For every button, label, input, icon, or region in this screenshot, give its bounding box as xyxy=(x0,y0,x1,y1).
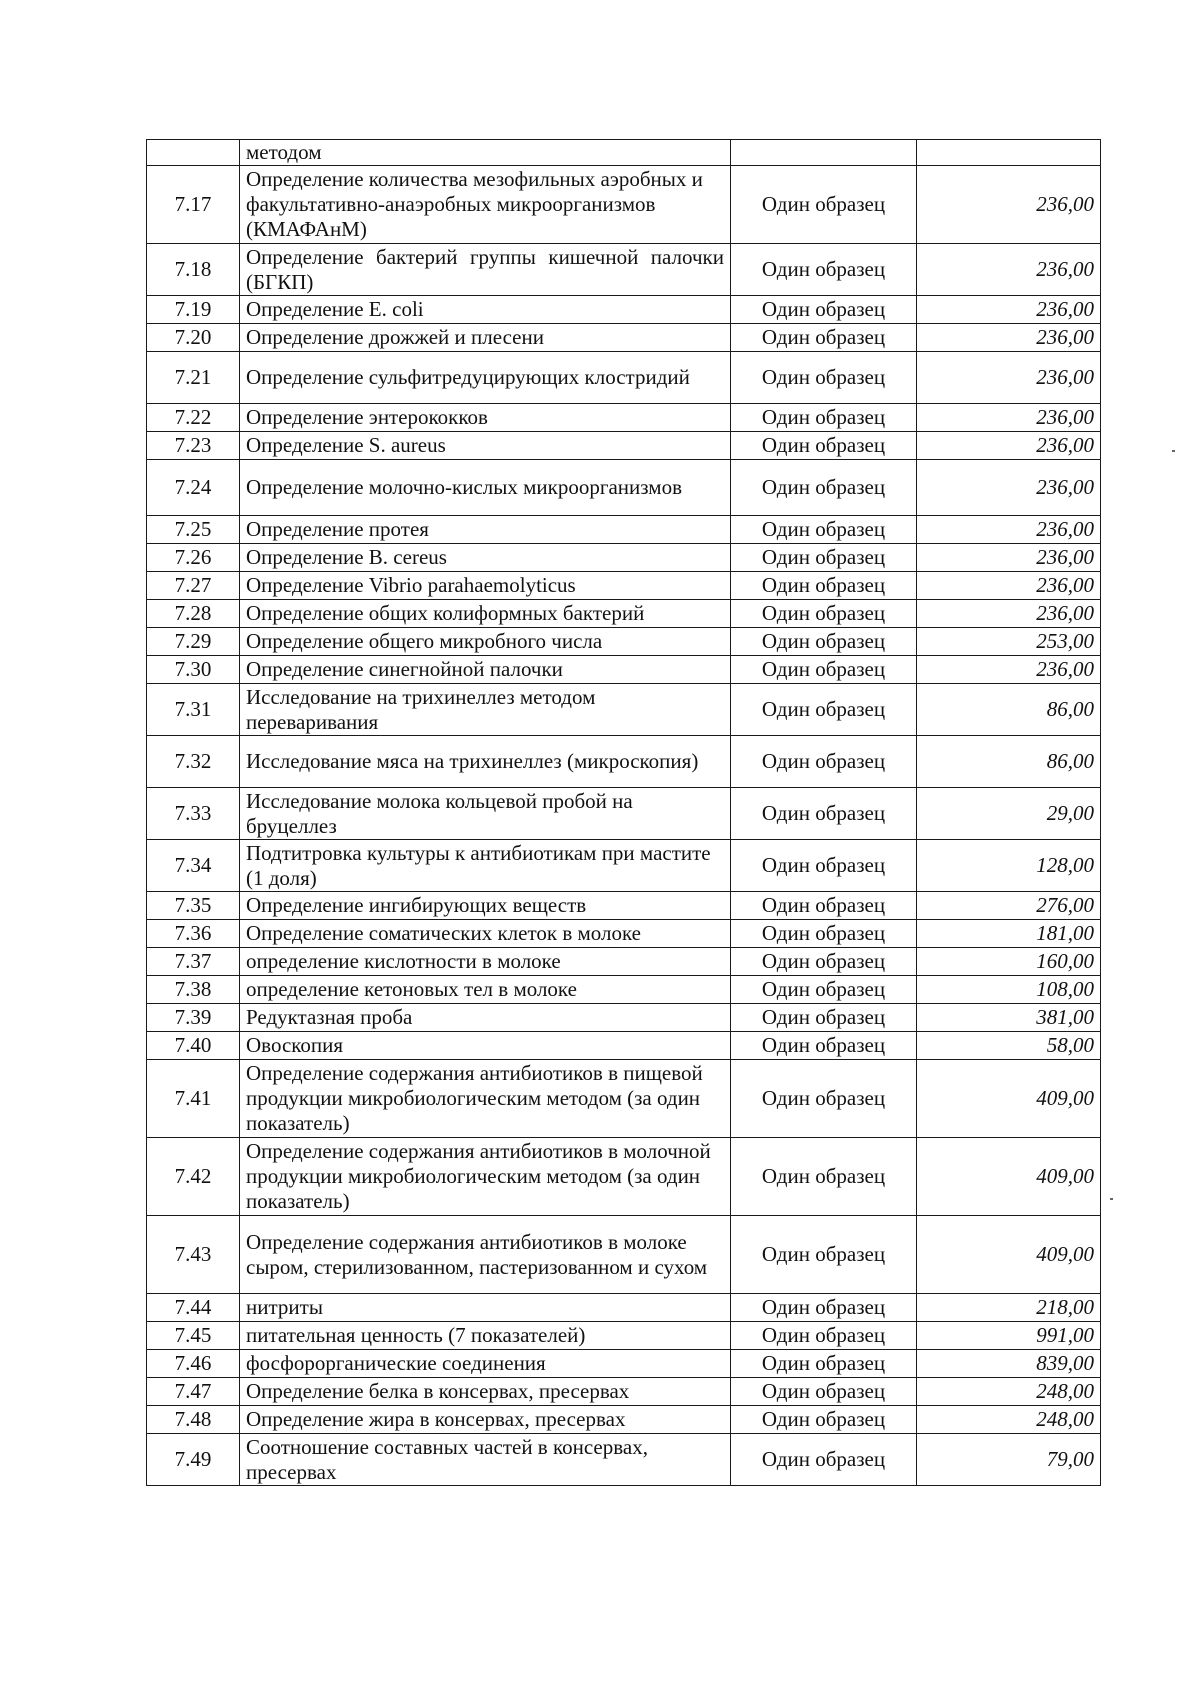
unit-of-measure: Один образец xyxy=(731,1032,917,1060)
table-row xyxy=(147,840,1101,892)
row-number: 7.21 xyxy=(147,352,240,404)
unit-of-measure: Один образец xyxy=(731,1138,917,1216)
table-row xyxy=(147,1350,1101,1378)
table-row xyxy=(147,684,1101,736)
table-row xyxy=(147,1004,1101,1032)
price: 409,00 xyxy=(917,1060,1101,1138)
table-row xyxy=(147,404,1101,432)
price: 236,00 xyxy=(917,296,1101,324)
unit-of-measure: Один образец xyxy=(731,1350,917,1378)
service-name: определение кетоновых тел в молоке xyxy=(240,976,731,1004)
service-name: Исследование на трихинеллез методом переваривания xyxy=(240,684,731,736)
table-row xyxy=(147,572,1101,600)
row-number: 7.26 xyxy=(147,544,240,572)
table-row xyxy=(147,432,1101,460)
price: 236,00 xyxy=(917,572,1101,600)
table-row xyxy=(147,1294,1101,1322)
table-row xyxy=(147,244,1101,296)
unit-of-measure: Один образец xyxy=(731,920,917,948)
unit-of-measure: Один образец xyxy=(731,296,917,324)
price: 381,00 xyxy=(917,1004,1101,1032)
table-row xyxy=(147,1322,1101,1350)
service-name: Исследование мяса на трихинеллез (микроскопия) xyxy=(240,736,731,788)
row-number: 7.23 xyxy=(147,432,240,460)
service-name: определение кислотности в молоке xyxy=(240,948,731,976)
unit-of-measure: Один образец xyxy=(731,404,917,432)
price: 79,00 xyxy=(917,1434,1101,1486)
row-number xyxy=(147,140,240,166)
table-row xyxy=(147,544,1101,572)
row-number: 7.19 xyxy=(147,296,240,324)
service-name: Определение дрожжей и плесени xyxy=(240,324,731,352)
unit-of-measure: Один образец xyxy=(731,460,917,516)
table-row xyxy=(147,352,1101,404)
row-number: 7.30 xyxy=(147,656,240,684)
service-name: нитриты xyxy=(240,1294,731,1322)
row-number: 7.41 xyxy=(147,1060,240,1138)
service-name: Определение содержания антибиотиков в пищевой продукции микробиологическим методом (за один показатель) xyxy=(240,1060,731,1138)
row-number: 7.32 xyxy=(147,736,240,788)
service-name: Определение энтерококков xyxy=(240,404,731,432)
unit-of-measure: Один образец xyxy=(731,1216,917,1294)
service-name: Овоскопия xyxy=(240,1032,731,1060)
row-number: 7.29 xyxy=(147,628,240,656)
unit-of-measure: Один образец xyxy=(731,684,917,736)
price: 86,00 xyxy=(917,736,1101,788)
price-table xyxy=(146,139,1101,1486)
table-row xyxy=(147,516,1101,544)
table-row xyxy=(147,324,1101,352)
unit-of-measure: Один образец xyxy=(731,1004,917,1032)
service-name: Определение количества мезофильных аэробных и факультативно-анаэробных микроорганизмов (КМАФАнМ) xyxy=(240,166,731,244)
service-name: Определение ингибирующих веществ xyxy=(240,892,731,920)
price: 253,00 xyxy=(917,628,1101,656)
unit-of-measure: Один образец xyxy=(731,1378,917,1406)
row-number: 7.20 xyxy=(147,324,240,352)
table-row xyxy=(147,1406,1101,1434)
price: 29,00 xyxy=(917,788,1101,840)
row-number: 7.31 xyxy=(147,684,240,736)
unit-of-measure: Один образец xyxy=(731,628,917,656)
row-number: 7.25 xyxy=(147,516,240,544)
row-number: 7.24 xyxy=(147,460,240,516)
price: 58,00 xyxy=(917,1032,1101,1060)
row-number: 7.18 xyxy=(147,244,240,296)
row-number: 7.40 xyxy=(147,1032,240,1060)
price: 248,00 xyxy=(917,1378,1101,1406)
price: 236,00 xyxy=(917,600,1101,628)
unit-of-measure: Один образец xyxy=(731,1434,917,1486)
row-number: 7.39 xyxy=(147,1004,240,1032)
unit-of-measure: Один образец xyxy=(731,324,917,352)
table-row xyxy=(147,1378,1101,1406)
table-row xyxy=(147,976,1101,1004)
row-number: 7.44 xyxy=(147,1294,240,1322)
table-row xyxy=(147,628,1101,656)
scan-speck xyxy=(1172,450,1175,452)
service-name: Определение соматических клеток в молоке xyxy=(240,920,731,948)
price: 236,00 xyxy=(917,352,1101,404)
service-name: Исследование молока кольцевой пробой на бруцеллез xyxy=(240,788,731,840)
unit-of-measure: Один образец xyxy=(731,1322,917,1350)
price-table-body xyxy=(147,140,1101,1486)
service-name: Определение бактерий группы кишечной палочки (БГКП) xyxy=(240,244,731,296)
service-name: Определение молочно-кислых микроорганизмов xyxy=(240,460,731,516)
row-number: 7.22 xyxy=(147,404,240,432)
service-name: Определение содержания антибиотиков в молочной продукции микробиологическим методом (за один показатель) xyxy=(240,1138,731,1216)
price: 108,00 xyxy=(917,976,1101,1004)
price: 839,00 xyxy=(917,1350,1101,1378)
row-number: 7.35 xyxy=(147,892,240,920)
service-name: фосфорорганические соединения xyxy=(240,1350,731,1378)
unit-of-measure: Один образец xyxy=(731,1294,917,1322)
unit-of-measure: Один образец xyxy=(731,544,917,572)
price: 236,00 xyxy=(917,324,1101,352)
unit-of-measure: Один образец xyxy=(731,892,917,920)
price: 181,00 xyxy=(917,920,1101,948)
service-name: Определение сульфитредуцирующих клостридий xyxy=(240,352,731,404)
price: 236,00 xyxy=(917,516,1101,544)
row-number: 7.48 xyxy=(147,1406,240,1434)
price: 409,00 xyxy=(917,1216,1101,1294)
table-row xyxy=(147,920,1101,948)
service-name: Редуктазная проба xyxy=(240,1004,731,1032)
row-number: 7.49 xyxy=(147,1434,240,1486)
unit-of-measure: Один образец xyxy=(731,244,917,296)
price: 128,00 xyxy=(917,840,1101,892)
price: 991,00 xyxy=(917,1322,1101,1350)
service-name: Определение протея xyxy=(240,516,731,544)
price: 160,00 xyxy=(917,948,1101,976)
table-row xyxy=(147,1060,1101,1138)
price: 409,00 xyxy=(917,1138,1101,1216)
service-name: Определение Vibrio parahaemolyticus xyxy=(240,572,731,600)
service-name: Определение синегнойной палочки xyxy=(240,656,731,684)
row-number: 7.42 xyxy=(147,1138,240,1216)
table-row xyxy=(147,736,1101,788)
table-row-continuation xyxy=(147,140,1101,166)
price: 248,00 xyxy=(917,1406,1101,1434)
table-row xyxy=(147,296,1101,324)
unit-of-measure: Один образец xyxy=(731,432,917,460)
unit-of-measure: Один образец xyxy=(731,840,917,892)
table-row xyxy=(147,1216,1101,1294)
row-number: 7.37 xyxy=(147,948,240,976)
unit-of-measure: Один образец xyxy=(731,1060,917,1138)
service-name: Подтитровка культуры к антибиотикам при мастите (1 доля) xyxy=(240,840,731,892)
row-number: 7.38 xyxy=(147,976,240,1004)
service-name: Соотношение составных частей в консервах, пресервах xyxy=(240,1434,731,1486)
table-row xyxy=(147,892,1101,920)
scan-speck xyxy=(1110,1198,1113,1200)
unit-of-measure: Один образец xyxy=(731,736,917,788)
price xyxy=(917,140,1101,166)
unit-of-measure: Один образец xyxy=(731,948,917,976)
unit-of-measure: Один образец xyxy=(731,352,917,404)
service-name: Определение содержания антибиотиков в молоке сыром, стерилизованном, пастеризованном и сухом xyxy=(240,1216,731,1294)
price: 236,00 xyxy=(917,432,1101,460)
unit-of-measure: Один образец xyxy=(731,572,917,600)
price: 86,00 xyxy=(917,684,1101,736)
service-name: Определение E. coli xyxy=(240,296,731,324)
row-number: 7.27 xyxy=(147,572,240,600)
unit-of-measure: Один образец xyxy=(731,656,917,684)
price: 236,00 xyxy=(917,656,1101,684)
price: 236,00 xyxy=(917,244,1101,296)
table-row xyxy=(147,1138,1101,1216)
unit-of-measure: Один образец xyxy=(731,516,917,544)
unit-of-measure: Один образец xyxy=(731,600,917,628)
row-number: 7.34 xyxy=(147,840,240,892)
service-name: Определение S. aureus xyxy=(240,432,731,460)
row-number: 7.43 xyxy=(147,1216,240,1294)
row-number: 7.46 xyxy=(147,1350,240,1378)
table-row xyxy=(147,1032,1101,1060)
row-number: 7.33 xyxy=(147,788,240,840)
unit-of-measure xyxy=(731,140,917,166)
service-name: Определение общего микробного числа xyxy=(240,628,731,656)
row-number: 7.17 xyxy=(147,166,240,244)
service-name: Определение B. cereus xyxy=(240,544,731,572)
unit-of-measure: Один образец xyxy=(731,976,917,1004)
price: 218,00 xyxy=(917,1294,1101,1322)
price: 236,00 xyxy=(917,544,1101,572)
unit-of-measure: Один образец xyxy=(731,1406,917,1434)
unit-of-measure: Один образец xyxy=(731,788,917,840)
table-row xyxy=(147,460,1101,516)
service-name: Определение белка в консервах, пресервах xyxy=(240,1378,731,1406)
price: 276,00 xyxy=(917,892,1101,920)
price: 236,00 xyxy=(917,460,1101,516)
row-number: 7.36 xyxy=(147,920,240,948)
table-row xyxy=(147,600,1101,628)
price: 236,00 xyxy=(917,404,1101,432)
table-row xyxy=(147,166,1101,244)
service-name: питательная ценность (7 показателей) xyxy=(240,1322,731,1350)
unit-of-measure: Один образец xyxy=(731,166,917,244)
table-row xyxy=(147,1434,1101,1486)
table-row xyxy=(147,788,1101,840)
price: 236,00 xyxy=(917,166,1101,244)
row-number: 7.28 xyxy=(147,600,240,628)
table-row xyxy=(147,656,1101,684)
service-name: Определение общих колиформных бактерий xyxy=(240,600,731,628)
row-number: 7.45 xyxy=(147,1322,240,1350)
service-name: методом xyxy=(240,140,731,166)
service-name: Определение жира в консервах, пресервах xyxy=(240,1406,731,1434)
table-row xyxy=(147,948,1101,976)
row-number: 7.47 xyxy=(147,1378,240,1406)
